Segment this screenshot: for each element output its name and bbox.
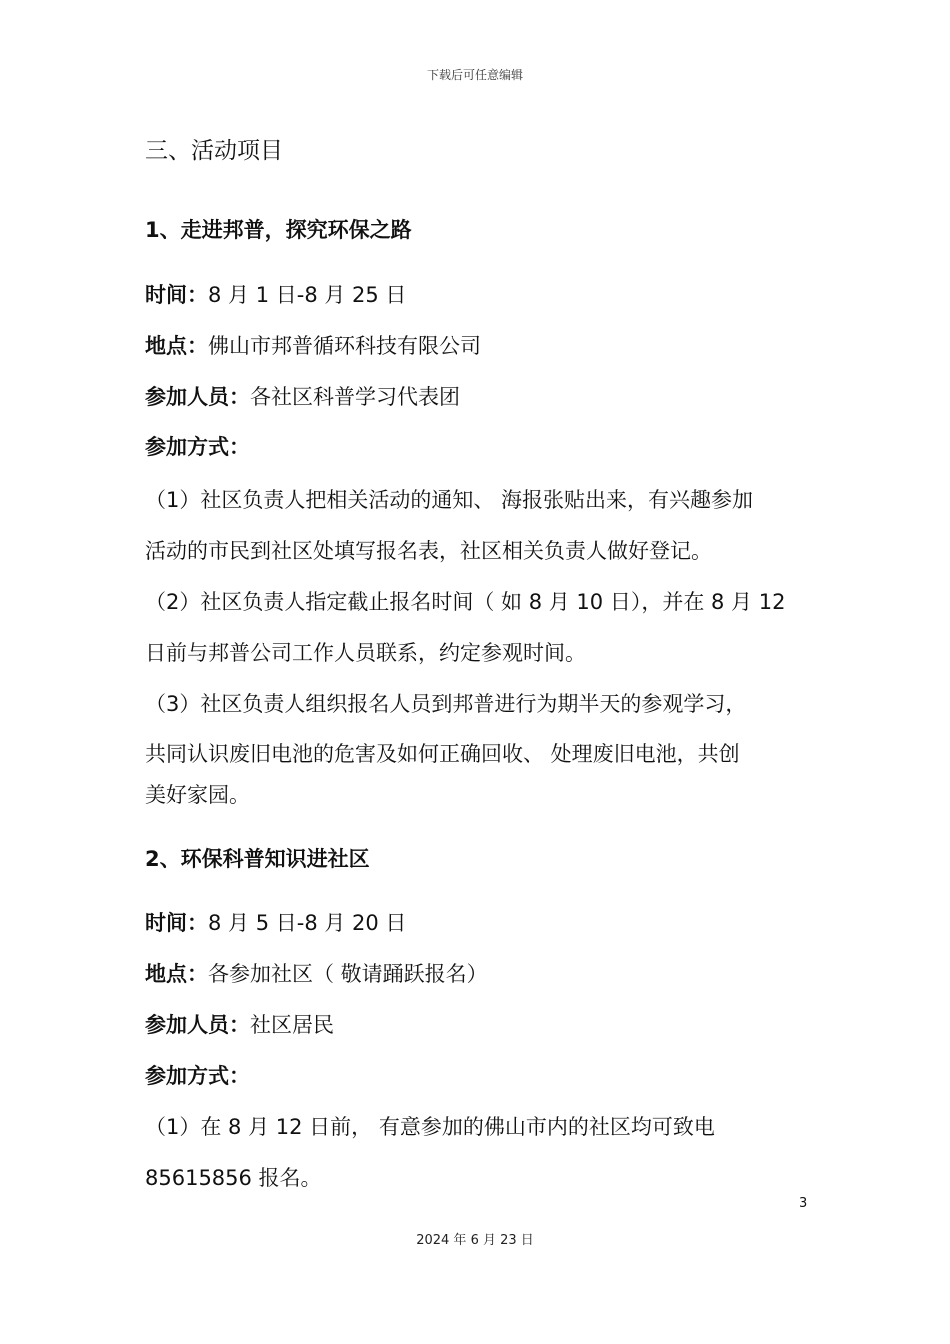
item1-time: [145, 279, 807, 309]
page-number: 3: [799, 1196, 808, 1211]
item1-line-7: 美好家园。: [145, 783, 250, 807]
footer-date: 2024 年 6 月 23 日: [416, 1233, 534, 1248]
section-title: 三、活动项目: [145, 138, 283, 164]
item2-people-value: 社区居民: [250, 1013, 334, 1037]
item1-line-4: 日前与邦普公司工作人员联系，约定参观时间。: [145, 641, 586, 665]
item2-line-1: （1）在 8 月 12 日前， 有意参加的佛山市内的社区均可致电: [145, 1115, 715, 1139]
item1-time-label: 时间：: [145, 283, 208, 307]
item2-place: [145, 958, 807, 988]
item1-line-1: （1）社区负责人把相关活动的通知、 海报张贴出来，有兴趣参加: [145, 488, 754, 512]
item2-time-label: 时间：: [145, 911, 208, 935]
item1-place-label: 地点：: [145, 334, 208, 358]
page-header: 下载后可任意编辑: [426, 68, 523, 82]
item2-people: [145, 1009, 807, 1039]
item1-time-value: 8 月 1 日-8 月 25 日: [208, 283, 407, 307]
item1-line-6: 共同认识废旧电池的危害及如何正确回收、 处理废旧电池，共创: [145, 742, 740, 766]
item2-line-2: 85615856 报名。: [145, 1166, 322, 1190]
item1-place: [145, 330, 807, 360]
item2-method-label: 参加方式：: [145, 1064, 250, 1088]
item1-line-5: （3）社区负责人组织报名人员到邦普进行为期半天的参观学习，: [145, 692, 747, 716]
item2-time: [145, 907, 807, 937]
item1-title: 1、走进邦普，探究环保之路: [145, 218, 412, 242]
item1-line-3: （2）社区负责人指定截止报名时间（ 如 8 月 10 日），并在 8 月 12: [145, 590, 786, 614]
item1-method-label: 参加方式：: [145, 435, 250, 459]
item1-people: [145, 381, 807, 411]
item1-place-value: 佛山市邦普循环科技有限公司: [208, 334, 481, 358]
item2-place-label: 地点：: [145, 962, 208, 986]
item2-place-value: 各参加社区（ 敬请踊跃报名）: [208, 962, 488, 986]
item1-line-2: 活动的市民到社区处填写报名表，社区相关负责人做好登记。: [145, 539, 712, 563]
item2-people-label: 参加人员：: [145, 1013, 250, 1037]
item1-people-value: 各社区科普学习代表团: [250, 385, 460, 409]
item2-title: 2、环保科普知识进社区: [145, 847, 370, 871]
item1-people-label: 参加人员：: [145, 385, 250, 409]
item2-time-value: 8 月 5 日-8 月 20 日: [208, 911, 407, 935]
